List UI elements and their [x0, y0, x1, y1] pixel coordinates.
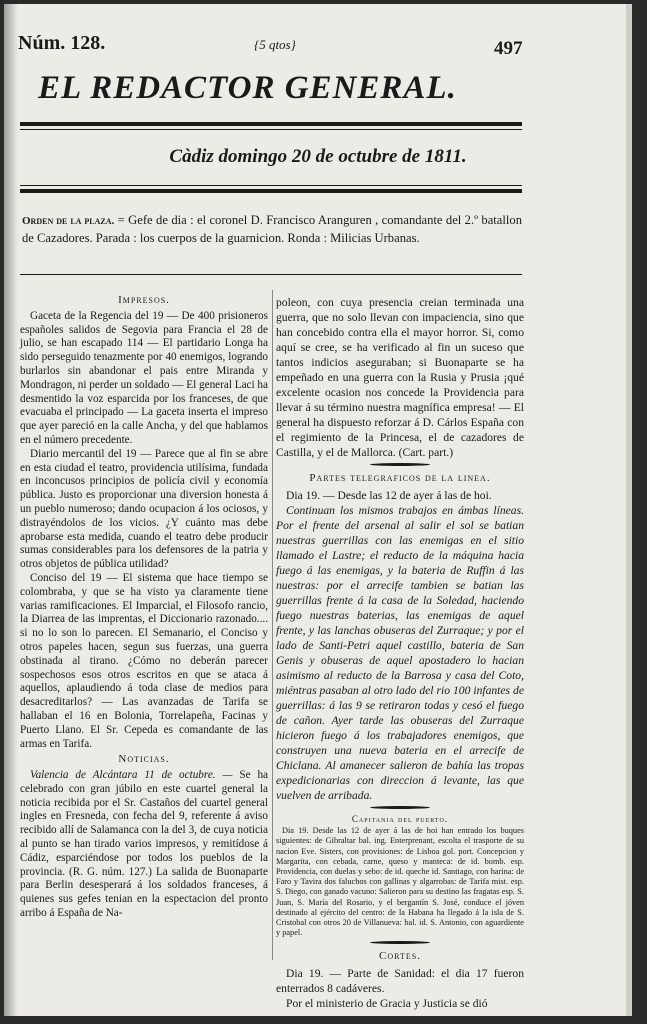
column-left [20, 292, 268, 921]
heading-noticias: Noticias. [118, 753, 170, 766]
heading-impresos: Impresos. [118, 294, 170, 306]
capitania-text: Dia 19. Desde las 12 de ayer á las de hoi han entrado los buques siguientes: de Gibraltar bal. ing. Enterprenant, escolta el trasporte de su nacion Eve. Sisters, con provisiones: de Lisboa gol. port. Concepcion y Margarita, con cebada, carne, queso y manteca: de id. bomb. esp. Providencia, con duelas y sebo: de id. queche id. Santiago, con harina: de Faro y Tavira dos faluchos con gallinas y algarrobas: de Tarifa mist. esp. S. Diego, con ganado vacuno: Salieron para su destino las fragatas esp. S. Juan, S. María del Rosario, y el bergantín S. José, conduce el jóven destinado al ejército del centro: de la Habana ha llegado á la isla de S. Cristobal con otros 20 de Villanueva: bal. id. S. Antonio, con aguardiente y papel. [276, 826, 524, 938]
top-rule-thin [20, 129, 522, 130]
section-rule [20, 274, 522, 275]
continuation-paragraph: poleon, con cuya presencia creian terminada una guerra, que no solo llevan con impaciencia, sino que han concebido contra ella el mayor horror. Si, como aquí se cree, se ha verificado al fin un suceso que tantos indicios aseguraban; si Buonaparte se ha empeñado en una guerra con la Rusia y Prusia ¡qué excelente ocasion nos concede la Providencia para llevar á su término nuestra magnífica empresa! — El general ha dispuesto reforzar á D. Cárlos España con el regimiento de la Princesa, el de cazadores de Castilla, y el de Mallorca. (Cart. part.) [276, 296, 524, 459]
heading-cortes: Cortes. [379, 950, 421, 963]
noticias-title: Valencia de Alcántara 11 de octubre. — [30, 769, 233, 782]
noticias-text: Se ha celebrado con gran júbilo en este cuartel general la noticia recibida por el Sr. Castaños del cuartel general ingles en Fresneda, con fecha del 9, referente á aviso recibido allí de Salamanca con la del 3, de cuya noticia al punto se han tirado varios impresos, y remitídose á Cádiz, esparciéndose por todos los pueblos de la provincia. (R. G. núm. 127.) La salida de Buonaparte para Berlin desesperará á los soldados franceses, á quienes sus gefes tenian en la espectacion del pronto arribo á España de Na- [20, 769, 269, 920]
ornament-divider [370, 806, 430, 809]
issue-number: Núm. 128. [18, 32, 106, 54]
column-divider [272, 290, 273, 960]
ornament-divider [370, 941, 430, 944]
ornament-divider [370, 463, 430, 466]
page-number: 497 [494, 38, 523, 59]
partes-text: Continuan los mismos trabajos en ámbas líneas. Por el frente del arsenal al salir el sol se batian nuestras guerrillas con las enemigas en el sitio llamado el Lastre; el reducto de la máquina hacia fuego á las enemigas, y la bateria de Ruffin á las nuestras: por el arrecife tambien se batian las guerrillas frente á la casa de la Soledad, haciendo fuego nuestras baterias, las enemigas de aquel frente, y las lanchas obuseras del Zurraque; y por el lado de Santi-Petri aquel castillo, bateria de San Genis y obuseras de aquel apostadero lo hacian asimismo al reducto de la Barrosa y casa del Coto, miéntras pasaban al otro lado del rio 100 infantes de guerrillas: á las 9 se retiraron todas y cesó el fuego de cañon. Ayer tarde las obuseras del Zurraque hicieron fuego á los trabajadores enemigos, que construyen una nueva bateria en el arrecife de Chiclana. Al amanecer salieron de bahía las tropas expedicionarias con direccion á levante, las que vuelven de arribada. [276, 504, 524, 802]
masthead-title: EL REDACTOR GENERAL. [38, 70, 457, 106]
heading-capitania: Capitania del puerto. [351, 814, 449, 824]
heading-partes: Partes telegraficos de la linea. [309, 472, 491, 484]
impresos-paragraph: Conciso del 19 — El sistema que hace tiempo se colombraba, y que se ha visto ya claramente tiene varias ramificaciones. El Imparcial, el Filosofo rancio, la Diarrea de las imprentas, el Diccionario razonado.... si no lo son lo parecen. El Semanario, el Conciso y otros papeles hacen, segun sus fuerzas, una guerra obstinada al tirano. ¿Cómo no deberán parecer sospechosos esos otros escritos en que se ataca á aquellos, aplaudiendo á toda clase de medios para desacreditarlos? — Las avanzadas de Tarifa se hallaban el 16 en Bolonia, Torrelapeña, Facinas y Puerto Llano. El Sr. Cepeda es comandante de las armas en Tarifa. [20, 571, 268, 750]
issue-price: {5 qtos} [254, 37, 296, 52]
dateline: Càdiz domingo 20 de octubre de 1811. [169, 146, 467, 167]
date-rule-thin [20, 185, 522, 186]
orden-de-la-plaza [22, 212, 522, 247]
impresos-paragraph: Gaceta de la Regencia del 19 — De 400 prisioneros españoles salidos de Segovia para Francia el 28 de julio, se han escapado 114 — El partidario Longa ha sido perseguido tenazmente por 40 enemigos, logrando burlarlos sin abandonar el pais entre Miranda y Mondragon, ni perder un soldado — El general Laci ha desmentido la voz esparcida por los franceses, de que evacuaba el principado — La gaceta inserta el impreso que ayer pareció en la calle Ancha, y del que hablamos en el número precedente. [20, 309, 268, 446]
date-rule [20, 189, 522, 193]
impresos-paragraph: Diario mercantil del 19 — Parece que al fin se abre en esta ciudad el teatro, providencia utilísima, fundada en inconcusos principios de policía civil y economía pública. Justo es proporcionar una diversion honesta á un pueblo numeroso; dando ocupacion á los ociosos, y distrayéndolos de los vicios. ¿Y cuánto mas debe aprobarse esta medida, cuando el teatro debe producir sumas considerables para los defensores de la patria y otros objetos de pública utilidad? [20, 447, 268, 571]
cortes-paragraph: Dia 19. — Parte de Sanidad: el dia 17 fueron enterrados 8 cadáveres. [276, 967, 524, 996]
orden-label: Orden de la plaza. [22, 215, 115, 227]
column-right [276, 295, 524, 1011]
cortes-paragraph: Por el ministerio de Gracia y Justicia se dió [286, 997, 488, 1011]
partes-intro: Dia 19. — Desde las 12 de ayer á las de hoi. [286, 489, 492, 502]
newspaper-page [4, 4, 632, 1016]
top-rule [20, 122, 522, 126]
orden-text: = Gefe de dia : el coronel D. Francisco Aranguren , comandante del 2.º batallon de Cazadores. Parada : los cuerpos de la guarnicion. Ronda : Milicias Urbanas. [22, 213, 522, 245]
